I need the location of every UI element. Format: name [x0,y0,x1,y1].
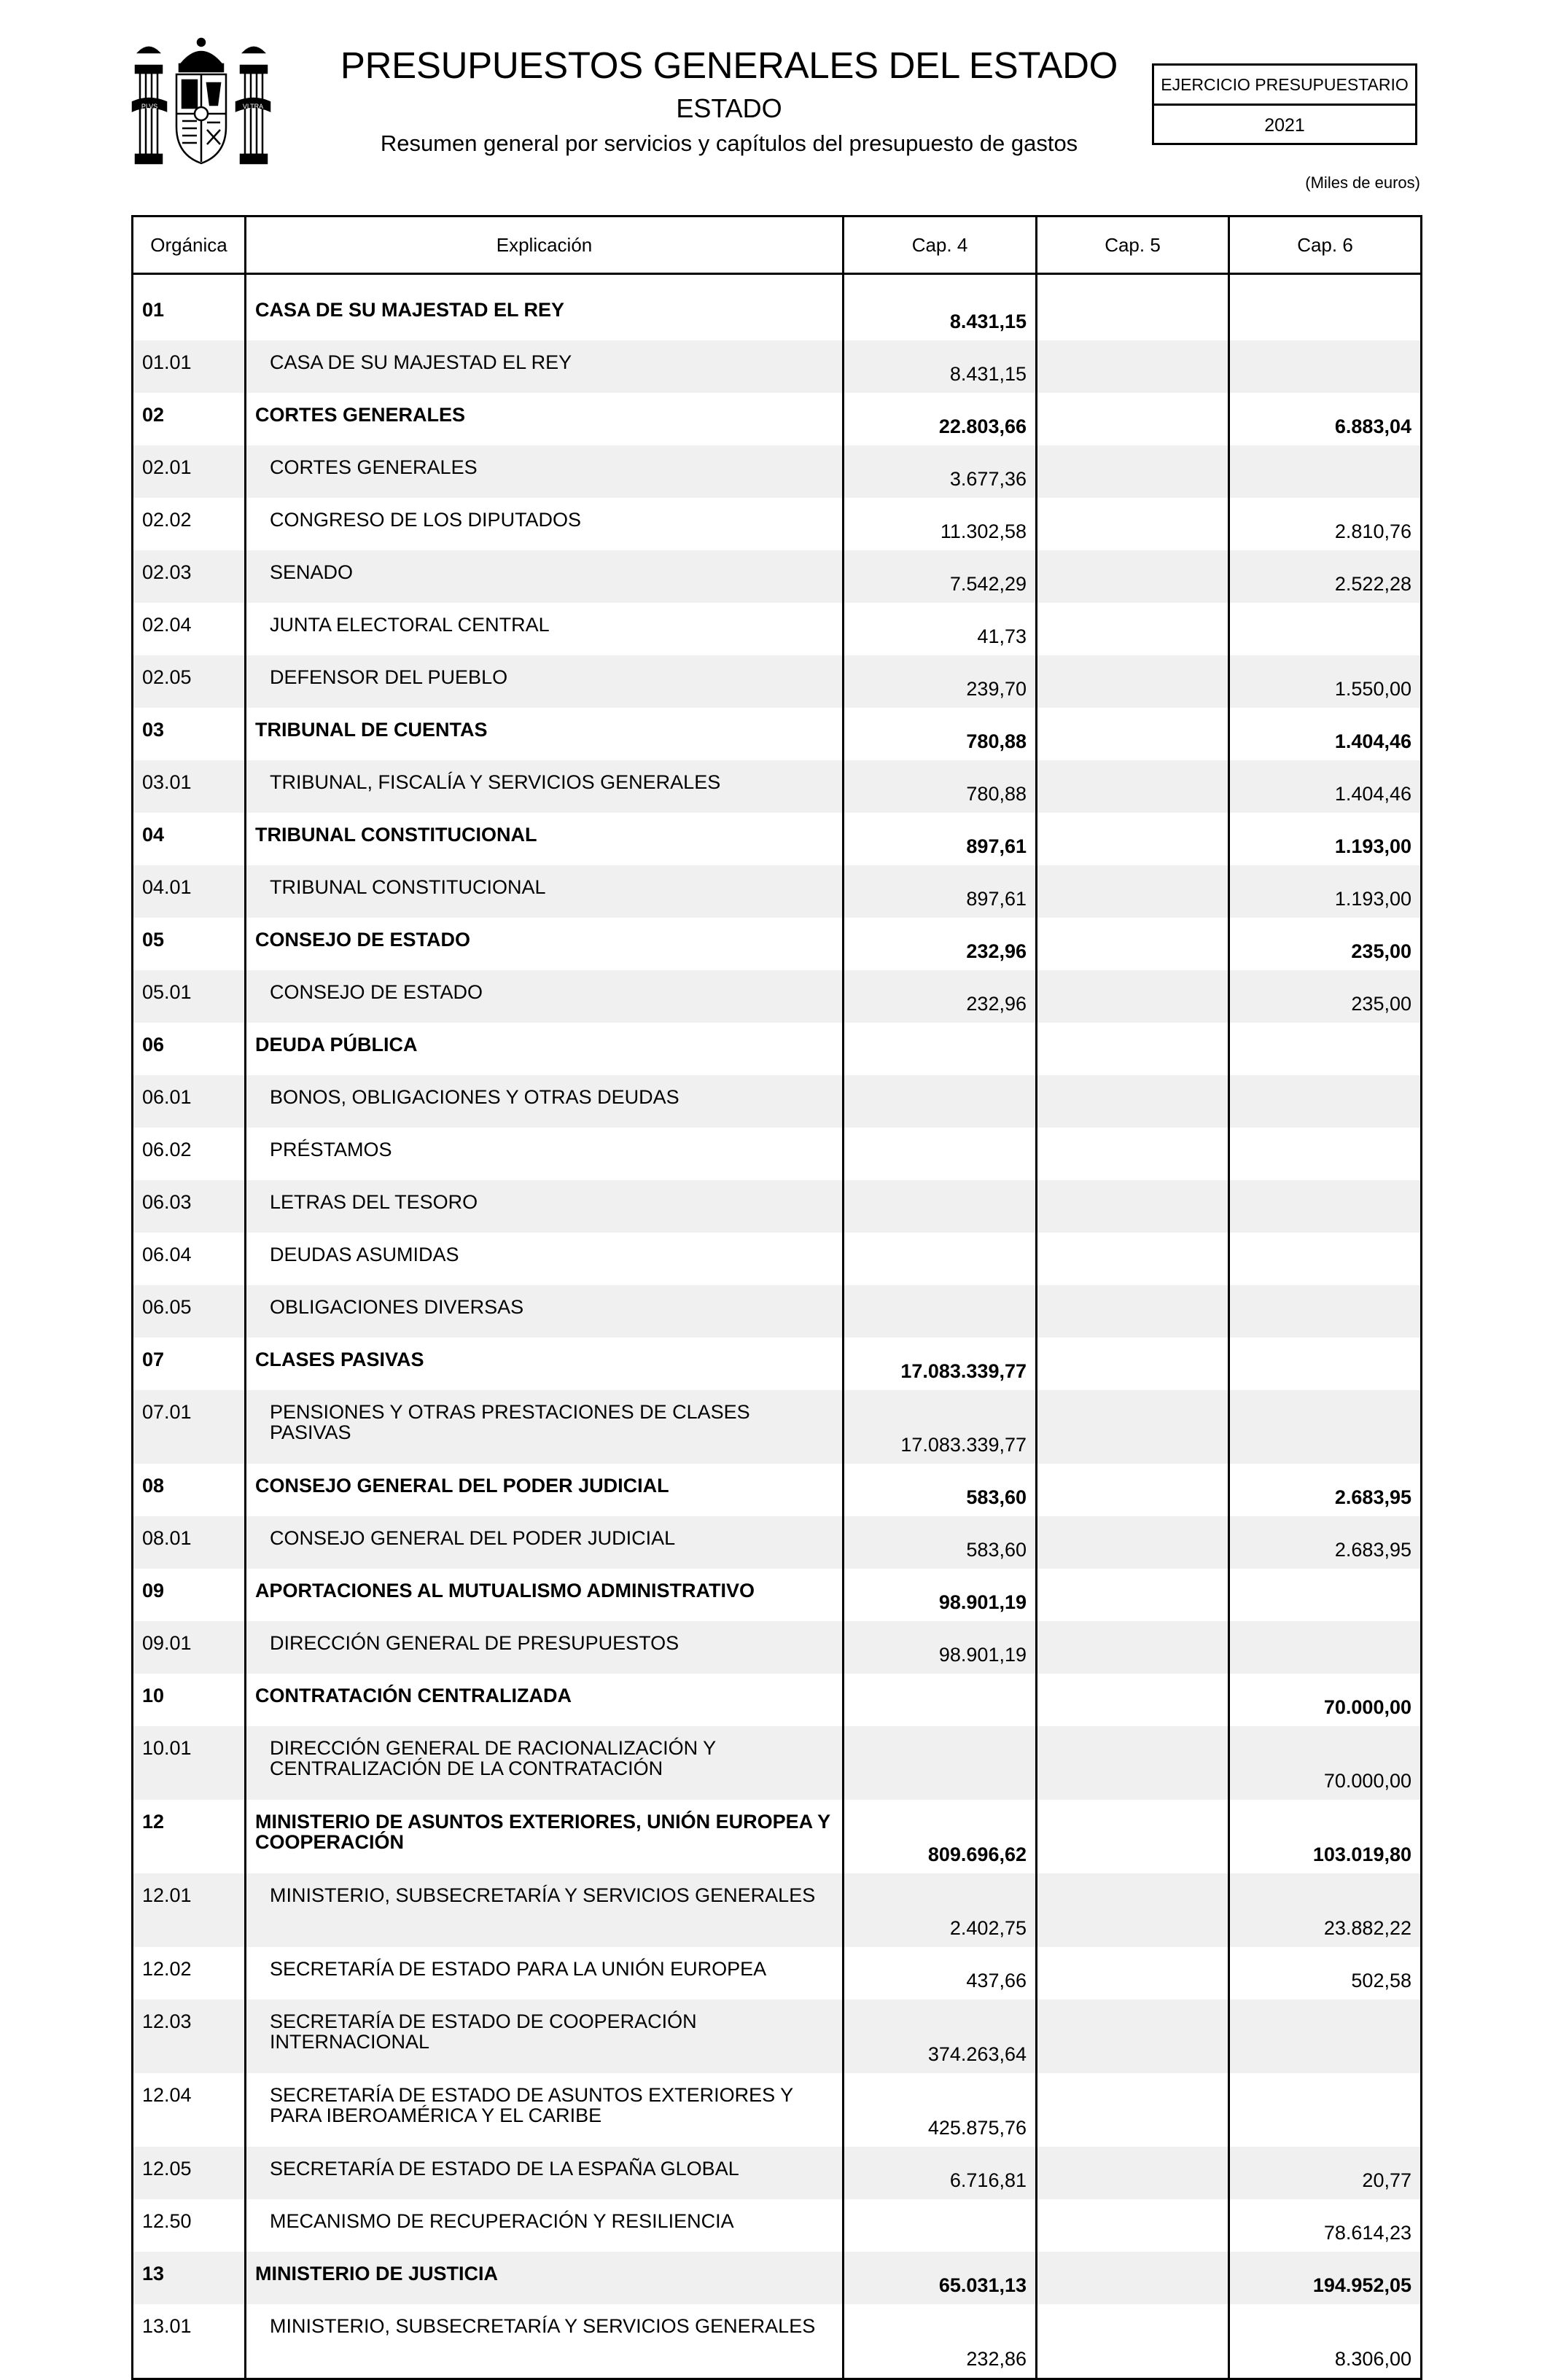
cell-cap4: 583,60 [844,1464,1037,1516]
cell-cap5 [1037,1516,1229,1569]
cell-cap4: 7.542,29 [844,550,1037,603]
explicacion-text: CONSEJO GENERAL DEL PODER JUDICIAL [270,1527,676,1549]
cell-cap6 [1229,445,1422,498]
explicacion-text: JUNTA ELECTORAL CENTRAL [270,614,550,636]
cell-explicacion [246,865,844,918]
cell-cap4: 17.083.339,77 [844,1338,1037,1390]
coat-of-arms-emblem [128,32,274,178]
cell-explicacion [246,1800,844,1873]
explicacion-text: DIRECCIÓN GENERAL DE PRESUPUESTOS [270,1632,679,1654]
explicacion-text: MINISTERIO DE JUSTICIA [255,2263,499,2285]
crest-motto-left: PLVS [141,103,158,110]
header-titles [321,44,1137,160]
cell-cap5 [1037,2147,1229,2199]
table-row [133,2304,1422,2379]
cell-cap6: 1.193,00 [1229,865,1422,918]
table-row [133,288,1422,340]
cell-organica: 02 [133,393,246,445]
table-row [133,1233,1422,1285]
explicacion-text: SECRETARÍA DE ESTADO DE LA ESPAÑA GLOBAL [270,2158,739,2180]
explicacion-text: CONSEJO DE ESTADO [255,929,471,951]
cell-cap5 [1037,1569,1229,1621]
explicacion-text: APORTACIONES AL MUTUALISMO ADMINISTRATIVO [255,1580,755,1601]
cell-explicacion [246,498,844,550]
cell-explicacion [246,1023,844,1075]
table-row [133,1338,1422,1390]
cell-cap4: 437,66 [844,1947,1037,1999]
table-row [133,655,1422,708]
table-row [133,865,1422,918]
cell-cap4 [844,1233,1037,1285]
cell-cap5 [1037,445,1229,498]
cell-cap5 [1037,1800,1229,1873]
cell-cap4 [844,1674,1037,1726]
page-title: PRESUPUESTOS GENERALES DEL ESTADO [340,44,1118,86]
budget-year-value: 2021 [1264,115,1305,136]
cell-organica: 02.04 [133,603,246,655]
explicacion-text: MINISTERIO, SUBSECRETARÍA Y SERVICIOS GENERALES [270,2315,816,2337]
cell-cap5 [1037,2199,1229,2252]
cell-cap4: 8.431,15 [844,288,1037,340]
cell-cap6: 103.019,80 [1229,1800,1422,1873]
units-note: (Miles de euros) [1305,173,1420,192]
explicacion-text: MINISTERIO, SUBSECRETARÍA Y SERVICIOS GENERALES [270,1884,816,1906]
cell-explicacion [246,970,844,1023]
cell-explicacion [246,1873,844,1947]
table-row [133,498,1422,550]
cell-organica: 06.05 [133,1285,246,1338]
cell-organica: 09 [133,1569,246,1621]
table-row [133,1621,1422,1674]
cell-organica: 06.01 [133,1075,246,1128]
cell-cap4: 374.263,64 [844,1999,1037,2073]
cell-cap4 [844,2199,1037,2252]
cell-explicacion [246,1726,844,1800]
table-row [133,1569,1422,1621]
cell-explicacion [246,655,844,708]
explicacion-text: DEUDAS ASUMIDAS [270,1244,459,1265]
cell-cap5 [1037,918,1229,970]
cell-cap5 [1037,708,1229,760]
cell-explicacion [246,1674,844,1726]
cell-cap6 [1229,1023,1422,1075]
cell-explicacion [246,1569,844,1621]
cell-cap4: 6.716,81 [844,2147,1037,2199]
explicacion-text: TRIBUNAL, FISCALÍA Y SERVICIOS GENERALES [270,771,721,793]
explicacion-text: CORTES GENERALES [270,456,478,478]
cell-cap4: 232,96 [844,970,1037,1023]
explicacion-text: SECRETARÍA DE ESTADO PARA LA UNIÓN EUROPEA [270,1958,767,1980]
table-row [133,708,1422,760]
cell-cap5 [1037,1023,1229,1075]
cell-organica: 02.05 [133,655,246,708]
table-row [133,2252,1422,2304]
table-row [133,1674,1422,1726]
cell-explicacion [246,2073,844,2147]
cell-organica: 01.01 [133,340,246,393]
cell-organica: 07 [133,1338,246,1390]
cell-cap4: 239,70 [844,655,1037,708]
cell-cap6: 70.000,00 [1229,1726,1422,1800]
cell-cap5 [1037,970,1229,1023]
cell-explicacion [246,1338,844,1390]
cell-cap6 [1229,1569,1422,1621]
cell-cap4 [844,1075,1037,1128]
cell-cap4: 780,88 [844,760,1037,813]
cell-cap6: 2.683,95 [1229,1464,1422,1516]
explicacion-text: CONSEJO DE ESTADO [270,981,483,1003]
cell-cap6 [1229,1233,1422,1285]
cell-cap6 [1229,288,1422,340]
table-row [133,1390,1422,1464]
table-row [133,2199,1422,2252]
cell-cap4: 22.803,66 [844,393,1037,445]
explicacion-text: CLASES PASIVAS [255,1349,424,1370]
cell-cap6 [1229,603,1422,655]
cell-explicacion [246,1390,844,1464]
explicacion-text: CONSEJO GENERAL DEL PODER JUDICIAL [255,1475,669,1497]
cell-explicacion [246,1285,844,1338]
cell-cap4 [844,1128,1037,1180]
cell-explicacion [246,1464,844,1516]
cell-explicacion [246,1075,844,1128]
column-header-cap6: Cap. 6 [1229,216,1422,274]
explicacion-text: SECRETARÍA DE ESTADO DE COOPERACIÓN INTERNACIONAL [270,2010,697,2053]
cell-cap6 [1229,2073,1422,2147]
cell-cap6: 502,58 [1229,1947,1422,1999]
cell-cap5 [1037,340,1229,393]
explicacion-text: SECRETARÍA DE ESTADO DE ASUNTOS EXTERIORES Y PARA IBEROAMÉRICA Y EL CARIBE [270,2084,793,2126]
table-row [133,1999,1422,2073]
cell-cap5 [1037,1621,1229,1674]
cell-cap6: 235,00 [1229,918,1422,970]
cell-cap5 [1037,1128,1229,1180]
cell-cap4 [844,1180,1037,1233]
table-row [133,603,1422,655]
cell-organica: 10.01 [133,1726,246,1800]
cell-cap6: 2.810,76 [1229,498,1422,550]
column-header-cap4: Cap. 4 [844,216,1037,274]
cell-cap5 [1037,1180,1229,1233]
cell-organica: 05 [133,918,246,970]
cell-cap4: 65.031,13 [844,2252,1037,2304]
cell-cap4: 11.302,58 [844,498,1037,550]
table-row [133,970,1422,1023]
table-row [133,1947,1422,1999]
budget-year-label: EJERCICIO PRESUPUESTARIO [1154,66,1415,106]
crest-motto-right: VLTRA [242,103,264,110]
cell-explicacion [246,1621,844,1674]
cell-cap5 [1037,1947,1229,1999]
cell-organica: 12.05 [133,2147,246,2199]
cell-cap6: 2.522,28 [1229,550,1422,603]
cell-organica: 06.03 [133,1180,246,1233]
cell-cap6: 1.404,46 [1229,760,1422,813]
table-row [133,340,1422,393]
cell-explicacion [246,813,844,865]
cell-cap5 [1037,1233,1229,1285]
table-row [133,1516,1422,1569]
cell-cap4: 41,73 [844,603,1037,655]
cell-explicacion [246,918,844,970]
cell-explicacion [246,708,844,760]
cell-cap5 [1037,1338,1229,1390]
cell-cap5 [1037,2252,1229,2304]
cell-organica: 10 [133,1674,246,1726]
cell-explicacion [246,550,844,603]
budget-year-box [1152,63,1417,145]
table-row [133,1128,1422,1180]
cell-explicacion [246,760,844,813]
cell-cap4: 897,61 [844,865,1037,918]
table-row [133,1726,1422,1800]
cell-cap6 [1229,1128,1422,1180]
cell-organica: 05.01 [133,970,246,1023]
cell-cap5 [1037,655,1229,708]
cell-cap5 [1037,498,1229,550]
explicacion-text: CONGRESO DE LOS DIPUTADOS [270,509,582,531]
cell-explicacion [246,393,844,445]
cell-cap5 [1037,1285,1229,1338]
cell-organica: 09.01 [133,1621,246,1674]
cell-cap6: 1.550,00 [1229,655,1422,708]
cell-explicacion [246,1233,844,1285]
cell-cap4 [844,1726,1037,1800]
table-row [133,1285,1422,1338]
cell-cap6: 8.306,00 [1229,2304,1422,2379]
table-row [133,760,1422,813]
cell-cap6: 1.404,46 [1229,708,1422,760]
cell-cap4: 3.677,36 [844,445,1037,498]
table-row [133,1180,1422,1233]
table-row [133,1873,1422,1947]
cell-organica: 13.01 [133,2304,246,2379]
cell-cap5 [1037,1674,1229,1726]
cell-cap5 [1037,813,1229,865]
cell-organica: 12.01 [133,1873,246,1947]
cell-cap4: 2.402,75 [844,1873,1037,1947]
cell-cap5 [1037,1726,1229,1800]
table-row [133,550,1422,603]
explicacion-text: CASA DE SU MAJESTAD EL REY [270,351,572,373]
table-row [133,1075,1422,1128]
cell-cap5 [1037,1075,1229,1128]
table-row [133,1800,1422,1873]
cell-cap6: 23.882,22 [1229,1873,1422,1947]
cell-cap6: 20,77 [1229,2147,1422,2199]
cell-cap4: 8.431,15 [844,340,1037,393]
cell-cap4: 780,88 [844,708,1037,760]
cell-organica: 13 [133,2252,246,2304]
cell-cap4: 98.901,19 [844,1621,1037,1674]
cell-organica: 04 [133,813,246,865]
explicacion-text: CASA DE SU MAJESTAD EL REY [255,299,565,321]
cell-explicacion [246,603,844,655]
cell-cap6 [1229,1075,1422,1128]
table-body [133,274,1422,2379]
table-row [133,918,1422,970]
cell-organica: 04.01 [133,865,246,918]
explicacion-text: DIRECCIÓN GENERAL DE RACIONALIZACIÓN Y CENTRALIZACIÓN DE LA CONTRATACIÓN [270,1737,716,1779]
cell-organica: 06.04 [133,1233,246,1285]
cell-organica: 12.04 [133,2073,246,2147]
cell-cap5 [1037,1390,1229,1464]
explicacion-text: CORTES GENERALES [255,404,466,426]
cell-cap5 [1037,2073,1229,2147]
cell-cap6: 1.193,00 [1229,813,1422,865]
cell-cap5 [1037,1464,1229,1516]
explicacion-text: TRIBUNAL DE CUENTAS [255,719,488,741]
cell-cap6: 78.614,23 [1229,2199,1422,2252]
cell-explicacion [246,340,844,393]
cell-cap5 [1037,760,1229,813]
table-row [133,393,1422,445]
cell-cap4: 98.901,19 [844,1569,1037,1621]
cell-cap6 [1229,340,1422,393]
table-row [133,445,1422,498]
cell-organica: 12.02 [133,1947,246,1999]
cell-explicacion [246,1180,844,1233]
explicacion-text: PENSIONES Y OTRAS PRESTACIONES DE CLASES PASIVAS [270,1401,750,1443]
cell-cap4: 583,60 [844,1516,1037,1569]
cell-cap5 [1037,2304,1229,2379]
cell-explicacion [246,1999,844,2073]
explicacion-text: DEUDA PÚBLICA [255,1034,418,1056]
cell-explicacion [246,1128,844,1180]
cell-organica: 12.50 [133,2199,246,2252]
cell-cap5 [1037,393,1229,445]
cell-organica: 03 [133,708,246,760]
explicacion-text: MINISTERIO DE ASUNTOS EXTERIORES, UNIÓN EUROPEA Y COOPERACIÓN [255,1811,830,1853]
explicacion-text: LETRAS DEL TESORO [270,1191,478,1213]
cell-cap4: 232,96 [844,918,1037,970]
cell-cap5 [1037,865,1229,918]
cell-cap6: 70.000,00 [1229,1674,1422,1726]
cell-cap5 [1037,550,1229,603]
explicacion-text: MECANISMO DE RECUPERACIÓN Y RESILIENCIA [270,2210,734,2232]
cell-explicacion [246,2147,844,2199]
explicacion-text: OBLIGACIONES DIVERSAS [270,1296,524,1318]
cell-explicacion [246,2252,844,2304]
cell-organica: 06.02 [133,1128,246,1180]
cell-cap5 [1037,1999,1229,2073]
cell-organica: 06 [133,1023,246,1075]
explicacion-text: TRIBUNAL CONSTITUCIONAL [255,824,537,846]
page-subtitle: ESTADO [676,93,782,123]
cell-cap6 [1229,1338,1422,1390]
column-header-organica: Orgánica [133,216,246,274]
explicacion-text: PRÉSTAMOS [270,1139,392,1160]
cell-cap4: 809.696,62 [844,1800,1037,1873]
cell-organica: 01 [133,288,246,340]
cell-cap6 [1229,1621,1422,1674]
table-row [133,2147,1422,2199]
cell-explicacion [246,1516,844,1569]
cell-organica: 08 [133,1464,246,1516]
explicacion-text: BONOS, OBLIGACIONES Y OTRAS DEUDAS [270,1086,679,1108]
cell-cap5 [1037,603,1229,655]
budget-table [131,215,1422,2380]
cell-organica: 12 [133,1800,246,1873]
cell-cap6 [1229,1390,1422,1464]
cell-cap5 [1037,1873,1229,1947]
table-spacer [133,274,1422,289]
page-description: Resumen general por servicios y capítulos del presupuesto de gastos [380,130,1078,156]
explicacion-text: SENADO [270,561,354,583]
cell-cap6: 194.952,05 [1229,2252,1422,2304]
cell-cap5 [1037,288,1229,340]
explicacion-text: DEFENSOR DEL PUEBLO [270,666,508,688]
cell-cap4 [844,1023,1037,1075]
column-header-explicacion: Explicación [246,216,844,274]
cell-organica: 02.01 [133,445,246,498]
cell-explicacion [246,2199,844,2252]
table-row [133,1023,1422,1075]
cell-cap4: 425.875,76 [844,2073,1037,2147]
cell-cap4: 232,86 [844,2304,1037,2379]
cell-organica: 03.01 [133,760,246,813]
cell-cap6 [1229,1180,1422,1233]
cell-explicacion [246,2304,844,2379]
cell-cap6: 2.683,95 [1229,1516,1422,1569]
cell-cap6: 6.883,04 [1229,393,1422,445]
table-row [133,2073,1422,2147]
cell-cap4: 17.083.339,77 [844,1390,1037,1464]
cell-explicacion [246,445,844,498]
cell-cap6 [1229,1999,1422,2073]
cell-cap6: 235,00 [1229,970,1422,1023]
cell-organica: 02.02 [133,498,246,550]
table-row [133,813,1422,865]
cell-organica: 07.01 [133,1390,246,1464]
cell-explicacion [246,288,844,340]
cell-organica: 08.01 [133,1516,246,1569]
column-header-cap5: Cap. 5 [1037,216,1229,274]
explicacion-text: CONTRATACIÓN CENTRALIZADA [255,1685,572,1706]
explicacion-text: TRIBUNAL CONSTITUCIONAL [270,876,546,898]
cell-cap4 [844,1285,1037,1338]
cell-organica: 02.03 [133,550,246,603]
table-row [133,1464,1422,1516]
cell-cap4: 897,61 [844,813,1037,865]
table-header-row [133,216,1422,274]
cell-cap6 [1229,1285,1422,1338]
cell-explicacion [246,1947,844,1999]
cell-organica: 12.03 [133,1999,246,2073]
